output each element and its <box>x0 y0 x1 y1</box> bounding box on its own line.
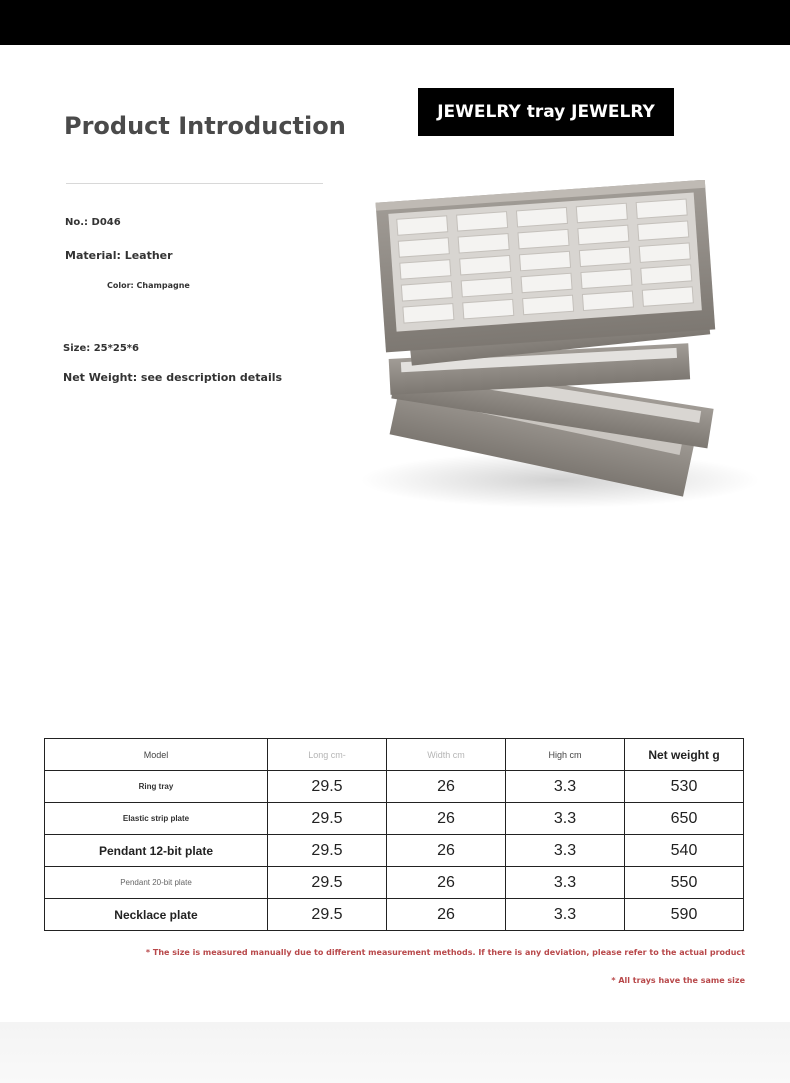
row-weight: 550 <box>625 867 744 899</box>
same-size-note: * All trays have the same size <box>611 976 745 985</box>
header-model: Model <box>45 739 268 771</box>
title-divider <box>66 183 323 184</box>
row-high: 3.3 <box>506 771 625 803</box>
row-long: 29.5 <box>268 771 387 803</box>
row-width: 26 <box>387 803 506 835</box>
row-name: Elastic strip plate <box>45 803 268 835</box>
row-weight: 540 <box>625 835 744 867</box>
top-black-bar <box>0 0 790 45</box>
row-long: 29.5 <box>268 803 387 835</box>
row-name: Pendant 20-bit plate <box>45 867 268 899</box>
header-high: High cm <box>506 739 625 771</box>
row-high: 3.3 <box>506 867 625 899</box>
table-row <box>45 835 744 867</box>
row-width: 26 <box>387 899 506 931</box>
size-table <box>44 738 744 931</box>
row-name: Pendant 12-bit plate <box>45 835 268 867</box>
row-high: 3.3 <box>506 835 625 867</box>
header-width: Width cm <box>387 739 506 771</box>
measurement-note: * The size is measured manually due to different measurement methods. If there is any deviation, please refer to the actual product <box>145 948 745 957</box>
table-row <box>45 867 744 899</box>
row-weight: 650 <box>625 803 744 835</box>
row-width: 26 <box>387 867 506 899</box>
row-weight: 590 <box>625 899 744 931</box>
header-long: Long cm- <box>268 739 387 771</box>
spec-material: Material: Leather <box>65 249 173 262</box>
row-width: 26 <box>387 771 506 803</box>
spec-number: No.: D046 <box>65 217 121 228</box>
row-high: 3.3 <box>506 899 625 931</box>
table-row <box>45 803 744 835</box>
row-long: 29.5 <box>268 899 387 931</box>
jewelry-badge: JEWELRY tray JEWELRY <box>418 88 674 136</box>
row-name: Necklace plate <box>45 899 268 931</box>
spec-color: Color: Champagne <box>107 281 190 290</box>
row-long: 29.5 <box>268 867 387 899</box>
bottom-gray-band <box>0 1022 790 1083</box>
stacked-trays-photo <box>350 180 770 520</box>
page-title: Product Introduction <box>64 112 346 140</box>
spec-size: Size: 25*25*6 <box>63 343 139 354</box>
table-row <box>45 771 744 803</box>
row-width: 26 <box>387 835 506 867</box>
header-net-weight: Net weight g <box>625 739 744 771</box>
row-high: 3.3 <box>506 803 625 835</box>
row-weight: 530 <box>625 771 744 803</box>
row-name: Ring tray <box>45 771 268 803</box>
spec-net-weight: Net Weight: see description details <box>63 371 283 384</box>
table-row <box>45 899 744 931</box>
table-header-row <box>45 739 744 771</box>
row-long: 29.5 <box>268 835 387 867</box>
